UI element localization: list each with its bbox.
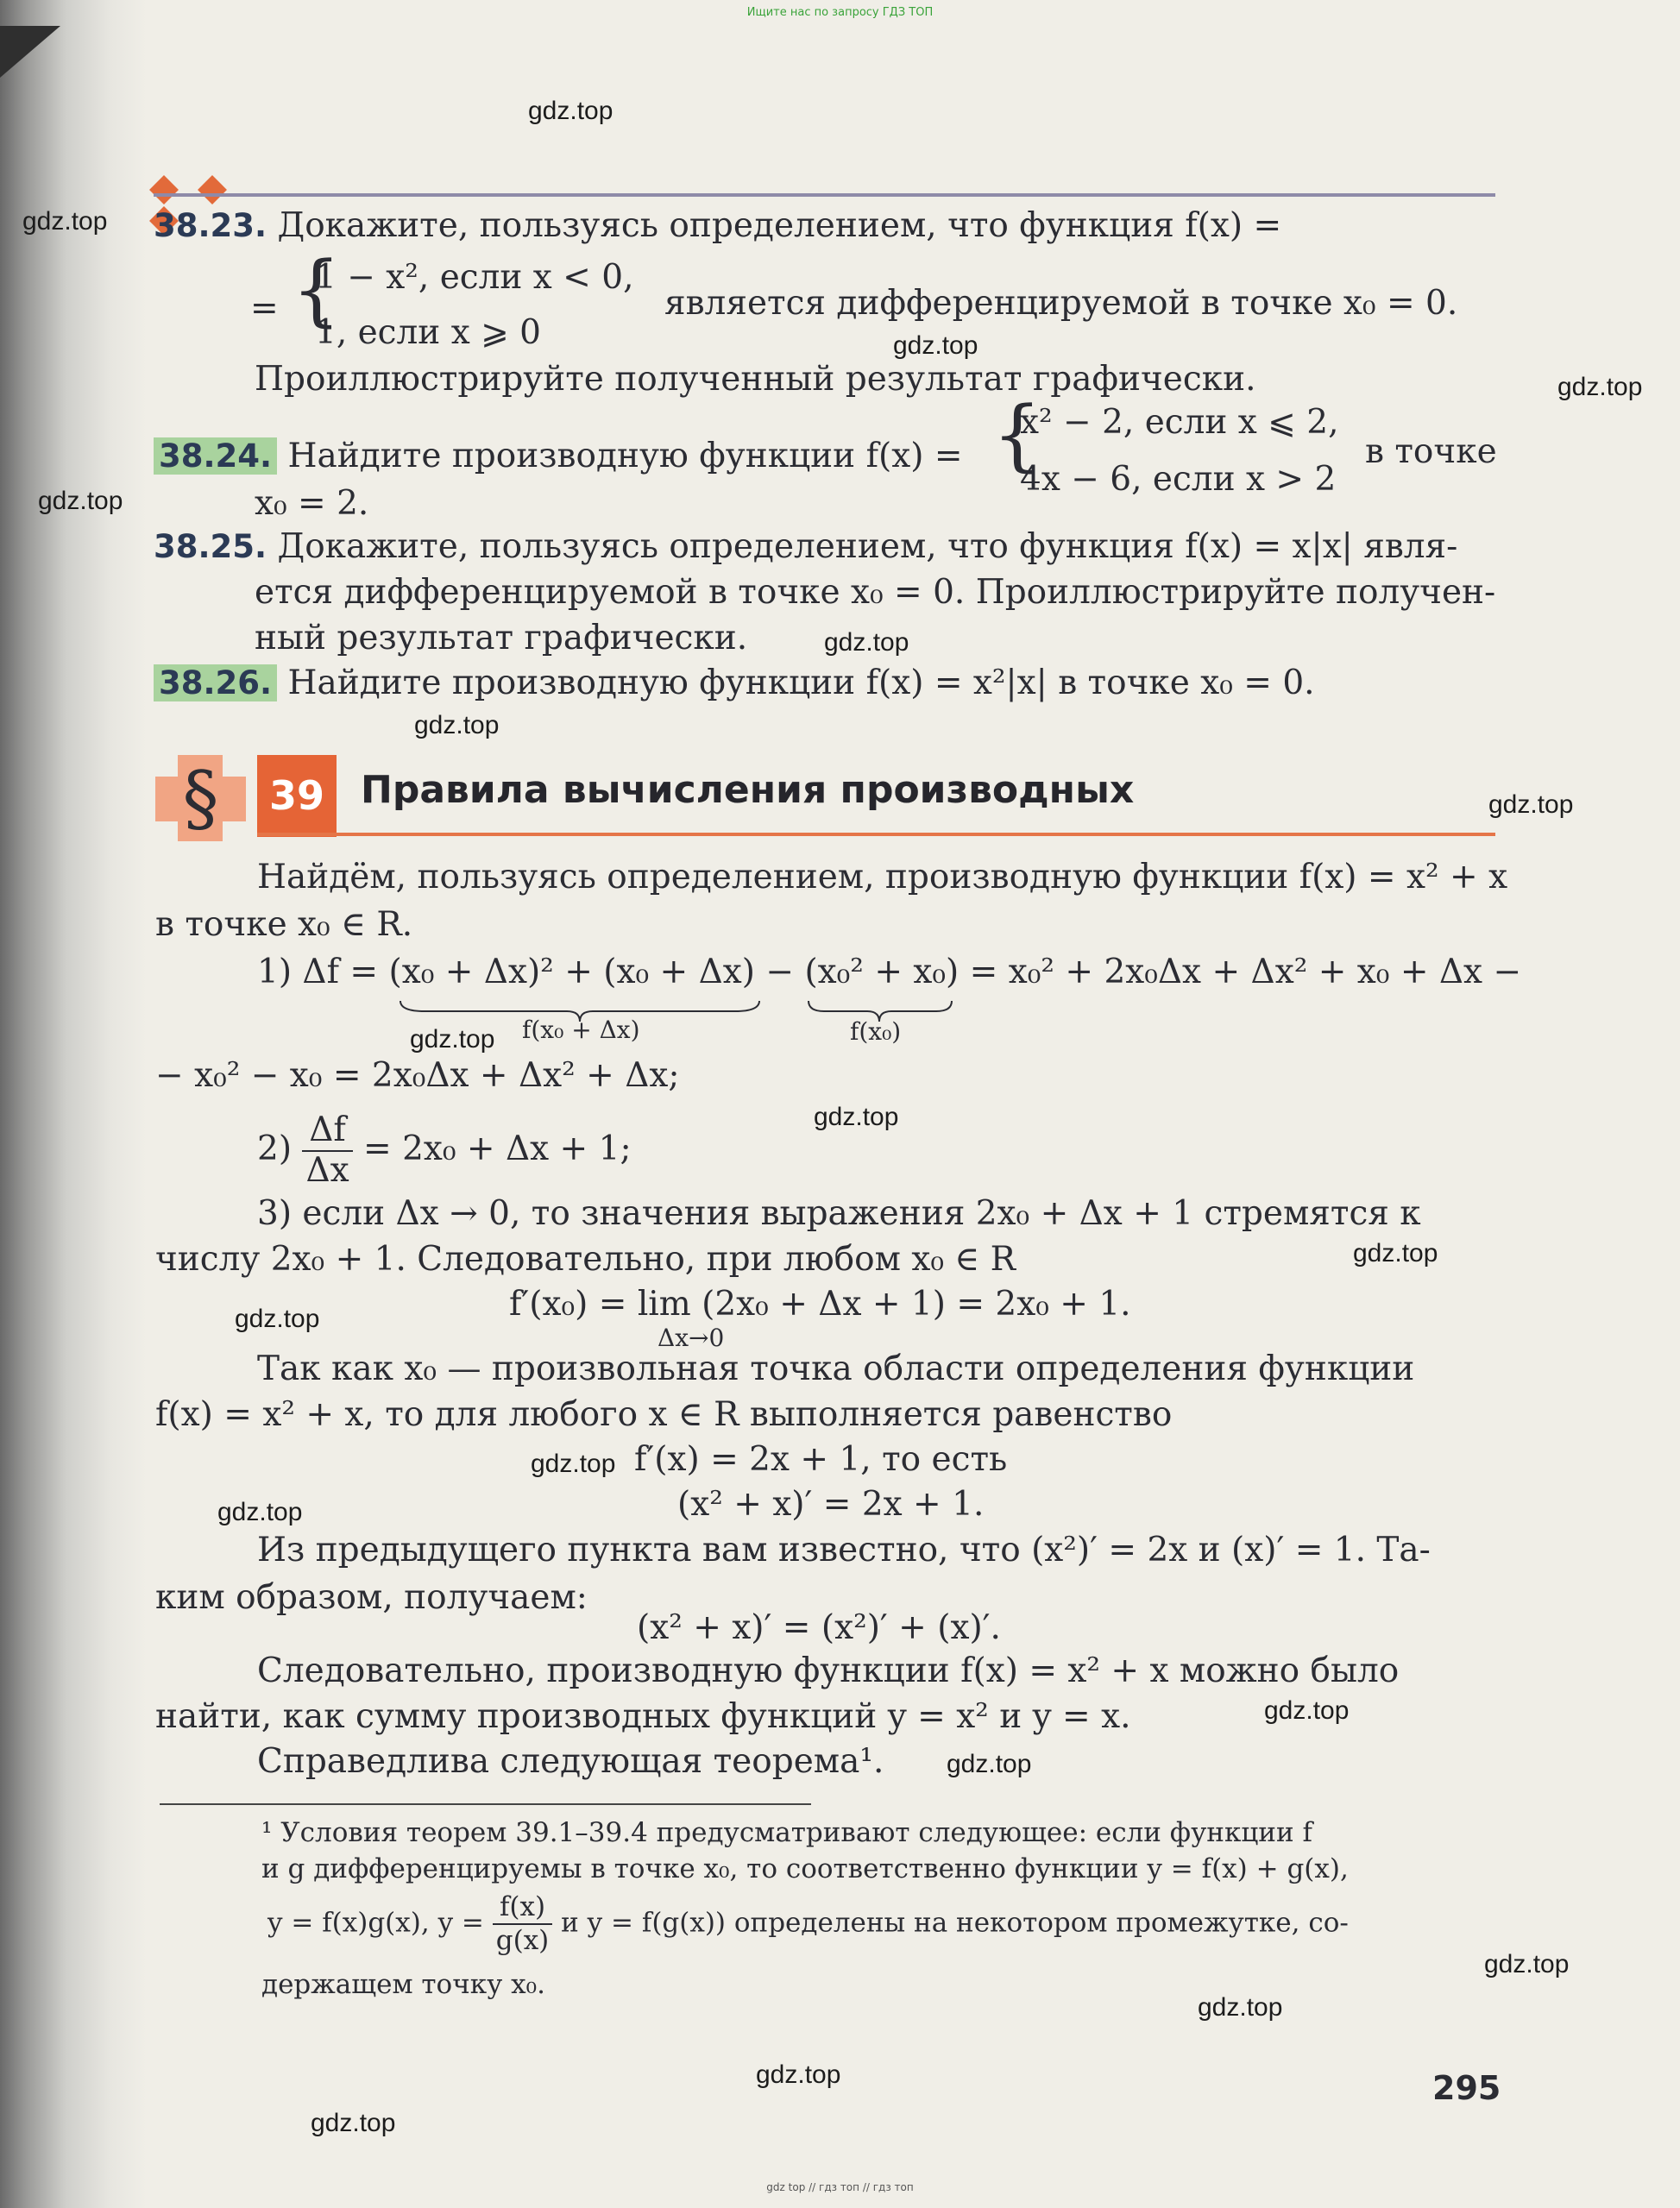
exercise-38-23-line1 [154,207,1281,246]
footer-note: gdz top // гдз топ // гдз топ [766,2181,914,2193]
exercise-38-25-line3: ный результат графически. [255,619,748,657]
footnote-line3 [267,1891,1349,1957]
exercise-text: Докажите, пользуясь определением, что функция f(x) = [277,206,1282,245]
exercise-38-24-case2: 4x − 6, если x > 2 [1020,460,1337,499]
body-p2d: (x² + x)′ = 2x + 1. [677,1485,985,1524]
watermark: gdz.top [1484,1950,1570,1978]
body-p2b: f(x) = x² + x, то для любого x ∈ R выполняется равенство [155,1395,1173,1434]
diamond-icon [149,175,179,204]
exercise-38-26-line1 [154,664,1315,703]
top-rule [154,193,1495,197]
step2-prefix: 2) [257,1129,293,1168]
exercise-text: Докажите, пользуясь определением, что функция f(x) = x|x| явля- [277,527,1458,566]
body-p5: Справедлива следующая теорема¹. [257,1742,884,1781]
watermark: gdz.top [410,1025,495,1054]
page-binding-shadow [0,0,147,2208]
body-limit: f′(x₀) = lim (2x₀ + Δx + 1) = 2x₀ + 1. [509,1285,1131,1324]
watermark: gdz.top [38,487,123,515]
exercise-38-25-line2: ется дифференцируемой в точке x₀ = 0. Проиллюстрируйте получен- [255,573,1496,612]
watermark: gdz.top [824,628,909,657]
watermark: gdz.top [1557,373,1643,401]
exercise-text: Найдите производную функции f(x) = [287,437,963,475]
underbrace-label-1: f(x₀ + Δx) [522,1016,640,1044]
diamond-ornament [154,173,283,207]
exercise-38-24-tail: в точке [1365,432,1497,471]
page-number: 295 [1432,2069,1501,2107]
body-p4b: найти, как сумму производных функций y = x² и y = x. [155,1697,1131,1736]
watermark: gdz.top [235,1305,320,1333]
exercise-text: Найдите производную функции f(x) = x²|x| в точке x₀ = 0. [287,664,1315,702]
body-p3c: (x² + x)′ = (x²)′ + (x)′. [637,1608,1001,1647]
watermark: gdz.top [1353,1239,1438,1268]
footnote-line2: и g дифференцируемы в точке x₀, то соответственно функции y = f(x) + g(x), [261,1853,1349,1884]
watermark: gdz.top [1264,1696,1350,1725]
footnote-line3b: и y = f(g(x)) определены на некотором промежутке, со- [561,1907,1349,1939]
body-limit-sub: Δx→0 [658,1324,725,1352]
watermark: gdz.top [528,97,613,125]
section-rule [257,833,1495,836]
exercise-38-23-eq: = [250,289,279,328]
body-p2a: Так как x₀ — произвольная точка области определения функции [257,1349,1415,1388]
body-p3b: ким образом, получаем: [155,1578,588,1617]
body-step3b: числу 2x₀ + 1. Следовательно, при любом x₀ ∈ R [155,1240,1016,1279]
step2-rest: = 2x₀ + Δx + 1; [363,1129,632,1168]
body-step2 [257,1111,632,1191]
body-p3a: Из предыдущего пункта вам известно, что (x²)′ = 2x и (x)′ = 1. Та- [257,1531,1431,1570]
section-title: Правила вычисления производных [361,768,1135,812]
watermark: gdz.top [814,1103,899,1131]
fraction-f-g [493,1891,553,1957]
watermark: gdz.top [1488,790,1574,819]
footnote-line1: ¹ Условия теорем 39.1–39.4 предусматривают следующее: если функции f [261,1817,1312,1848]
exercise-38-24-line1 [154,437,963,476]
watermark: gdz.top [217,1498,303,1526]
exercise-number: 38.23. [154,207,267,244]
section-symbol: § [182,756,219,840]
exercise-38-25-line1 [154,528,1457,567]
watermark: gdz.top [531,1450,616,1478]
case-brace: { [992,390,1042,481]
watermark: gdz.top [756,2060,841,2089]
body-p1a: Найдём, пользуясь определением, производную функции f(x) = x² + x [257,858,1508,896]
fraction-numerator: Δf [302,1111,352,1152]
exercise-38-23-mid: является дифференцируемой в точке x₀ = 0. [664,284,1458,323]
watermark: gdz.top [947,1750,1032,1778]
watermark: gdz.top [893,331,978,360]
body-step1: 1) Δf = (x₀ + Δx)² + (x₀ + Δx) − (x₀² + x₀) = x₀² + 2x₀Δx + Δx² + x₀ + Δx − [257,953,1522,991]
watermark: gdz.top [414,711,500,739]
watermark: gdz.top [22,207,108,236]
corner-mark [0,26,60,78]
body-p4a: Следовательно, производную функции f(x) = x² + x можно было [257,1651,1400,1690]
body-p1b: в точке x₀ ∈ R. [155,905,413,944]
section-symbol-box [155,755,246,841]
exercise-38-23-case1: 1 − x², если x < 0, [315,258,634,297]
exercise-number: 38.24. [154,437,277,475]
fraction-numerator: f(x) [493,1891,553,1925]
section-number: 39 [257,755,337,837]
exercise-38-23-line3: Проиллюстрируйте полученный результат графически. [255,360,1256,399]
footnote-line4: держащем точку x₀. [261,1969,545,2000]
body-step3a: 3) если Δx → 0, то значения выражения 2x₀ + Δx + 1 стремятся к [257,1194,1421,1233]
exercise-38-24-line2: x₀ = 2. [255,484,369,523]
watermark: gdz.top [311,2109,396,2137]
underbrace-label-2: f(x₀) [850,1017,902,1046]
body-step1b: − x₀² − x₀ = 2x₀Δx + Δx² + Δx; [155,1056,680,1095]
fraction-df-dx [302,1111,352,1191]
exercise-38-24-case1: x² − 2, если x ⩽ 2, [1020,403,1339,442]
exercise-38-23-case2: 1, если x ⩾ 0 [315,313,541,352]
fraction-denominator: Δx [305,1150,349,1190]
watermark: gdz.top [1198,1993,1283,2022]
exercise-number: 38.25. [154,528,267,565]
exercise-number: 38.26. [154,664,277,701]
body-p2c: f′(x) = 2x + 1, то есть [634,1440,1008,1479]
footnote-line3a: y = f(x)g(x), y = [267,1907,484,1939]
fraction-denominator: g(x) [495,1925,550,1957]
footnote-rule [160,1803,811,1805]
case-brace: { [292,245,342,336]
diamond-icon [198,175,227,204]
header-note: Ищите нас по запросу ГДЗ ТОП [746,6,934,19]
